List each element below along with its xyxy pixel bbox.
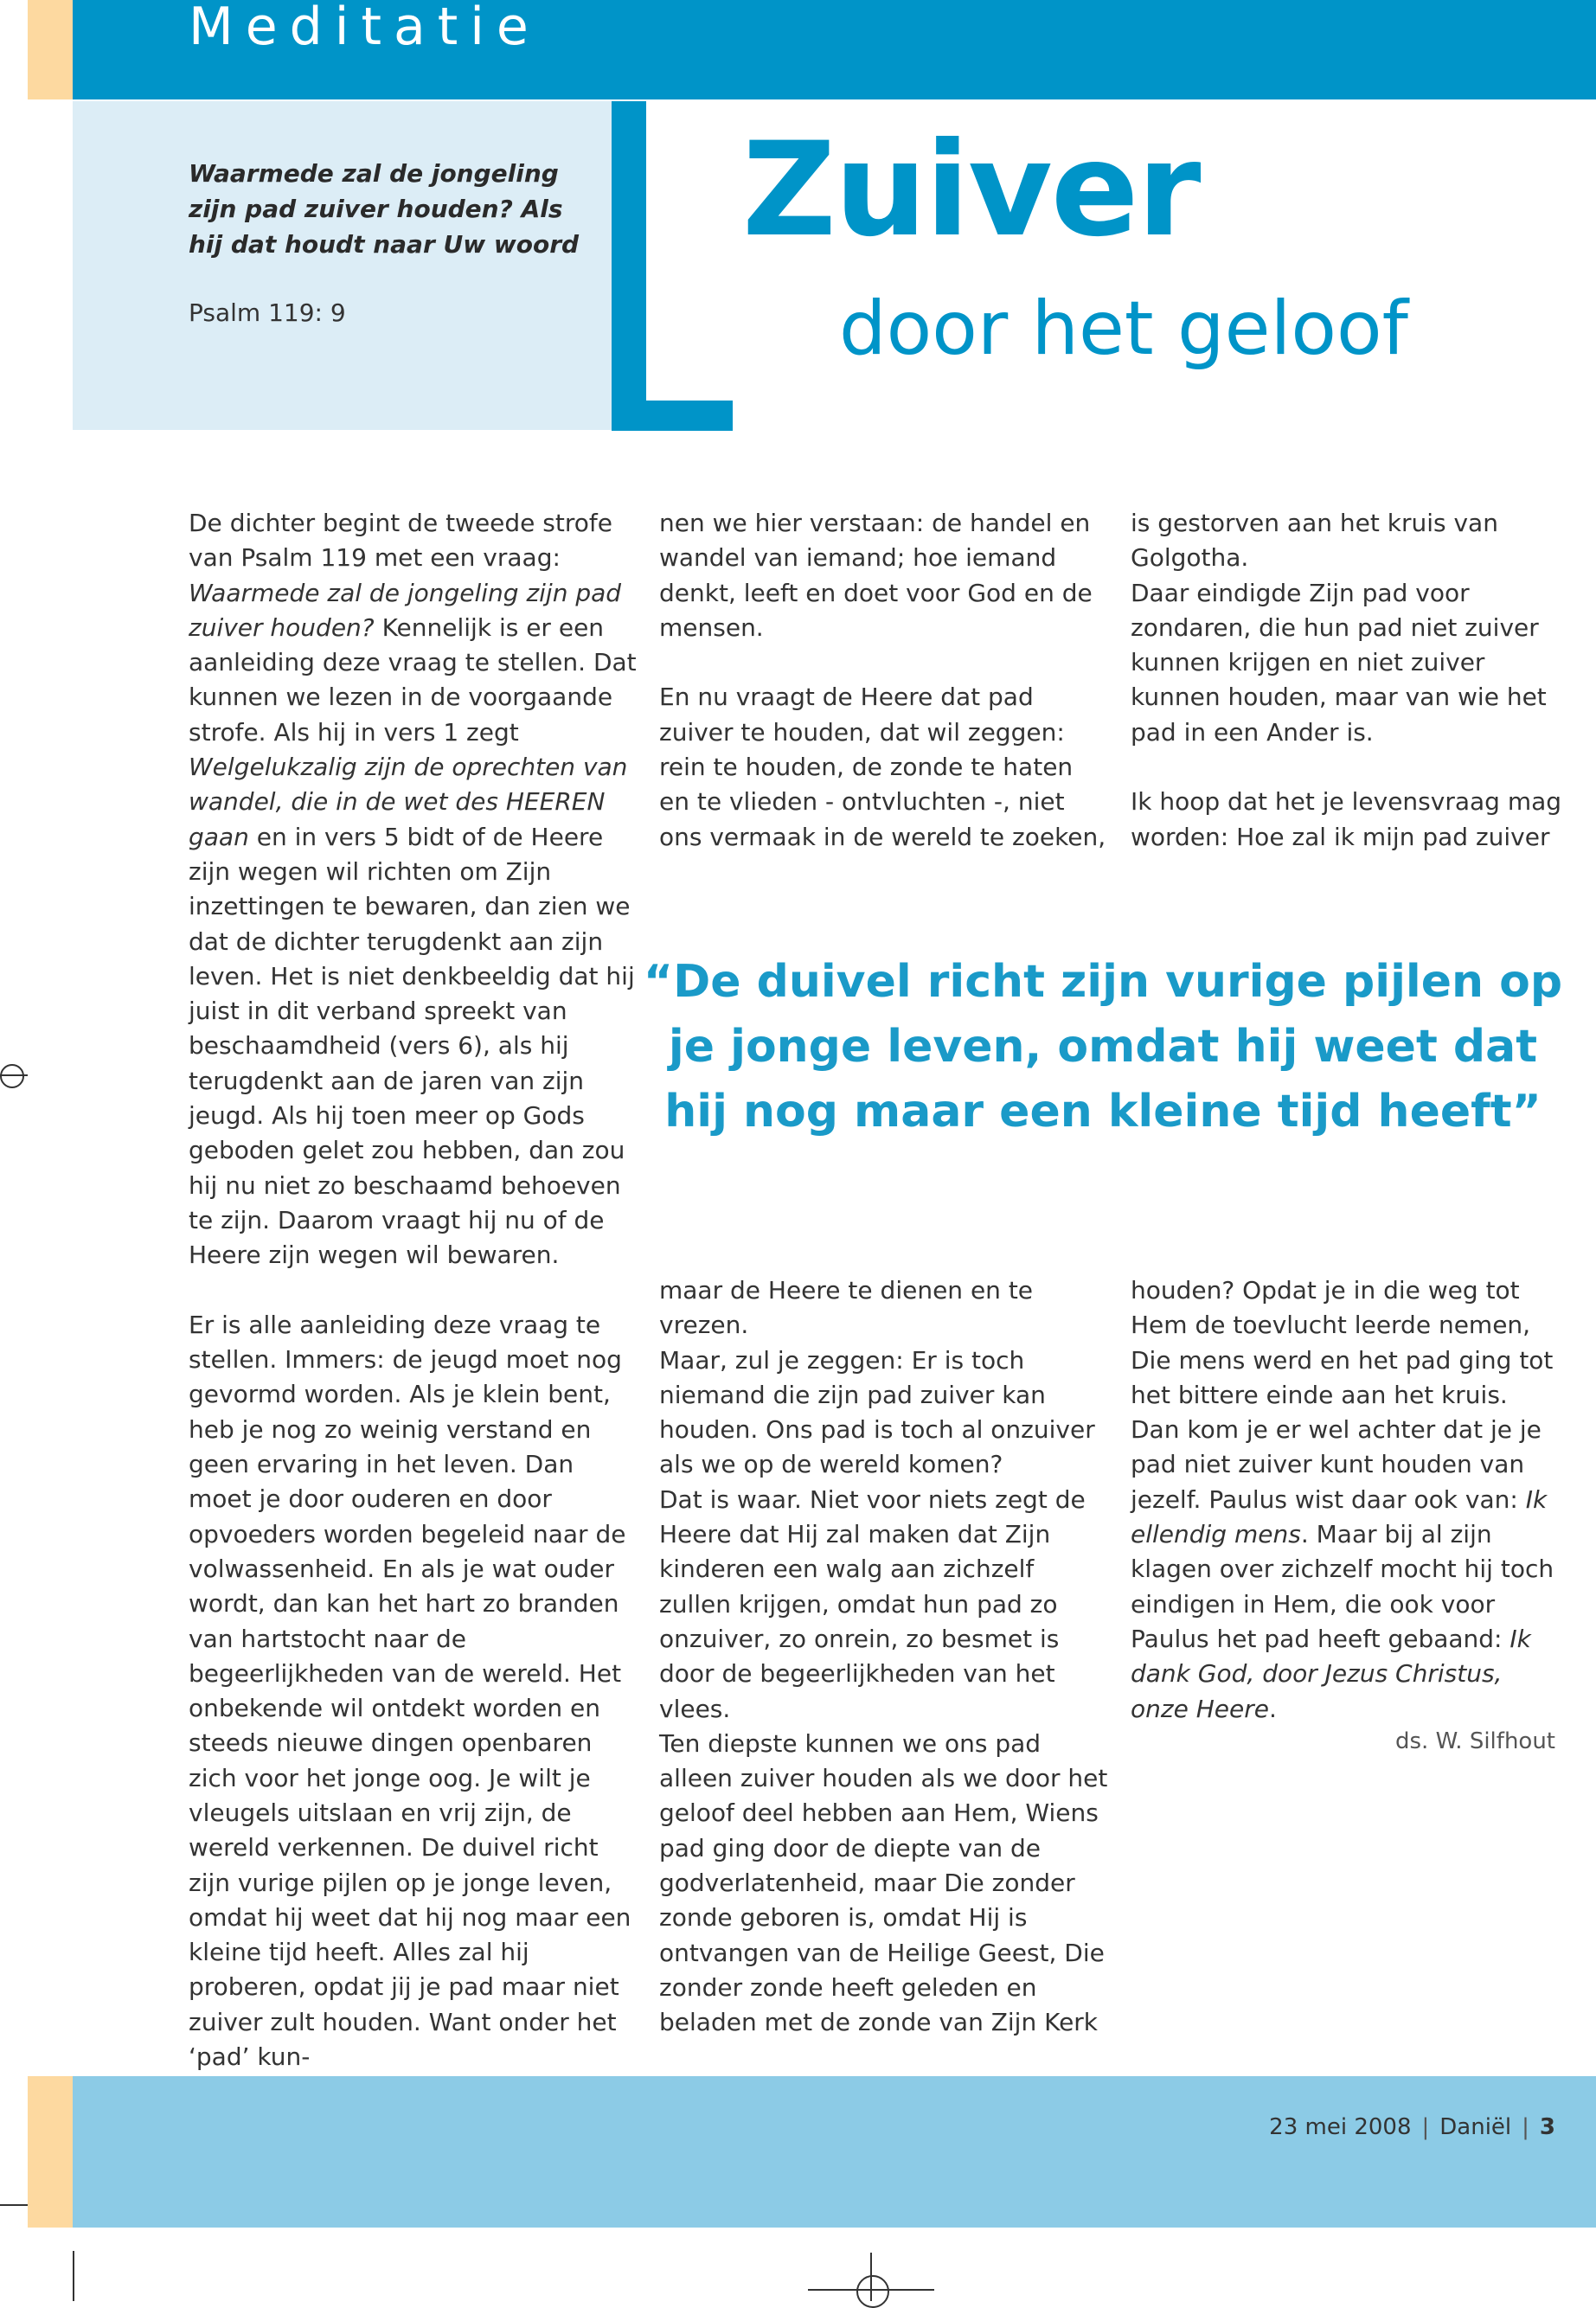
title-frame-vertical bbox=[612, 101, 646, 431]
footer-band bbox=[73, 2076, 1596, 2228]
article-title: Zuiver bbox=[742, 115, 1200, 266]
footer-accent-strip bbox=[28, 2076, 73, 2228]
verse-box bbox=[73, 101, 612, 430]
crop-mark bbox=[0, 2204, 28, 2206]
paragraph: En nu vraagt de Heere dat pad zuiver te houden, dat wil zeggen: rein te houden, de zonde te haten en te vlieden - ontvluchten -, niet ons vermaak in de wereld te zoeken, bbox=[659, 683, 1106, 851]
pull-quote: “De duivel richt zijn vurige pijlen op je jonge leven, omdat hij weet dat hij nog maar een kleine tijd heeft” bbox=[643, 956, 1563, 1138]
title-frame-horizontal bbox=[612, 401, 733, 431]
article-subtitle: door het geloof bbox=[839, 285, 1408, 372]
footer-separator: | bbox=[1421, 2114, 1430, 2140]
page-number: 3 bbox=[1539, 2114, 1555, 2140]
crop-mark bbox=[808, 2289, 934, 2291]
author-signature: ds. W. Silfhout bbox=[1395, 1728, 1555, 1754]
footer-separator: | bbox=[1522, 2114, 1529, 2140]
paragraph: De dichter begint de tweede strofe van Psalm 119 met een vraag: Waarmede zal de jongeling zijn pad zuiver houden? Kennelijk is er een aanleiding deze vraag te stellen. Dat kunnen we lezen in de voorgaande strofe. Als hij in vers 1 zegt Welgelukzalig zijn de oprechten van wandel, die in de wet des HEEREN gaan en in vers 5 bidt of de Heere zijn wegen wil richten om Zijn inzettingen te bewaren, dan zien we dat de dichter terugdenkt aan zijn leven. Het is niet denkbeeldig dat hij juist in dit verband spreekt van beschaamdheid (vers 6), als hij terugdenkt aan de jaren van zijn jeugd. Als hij toen meer op Gods geboden gelet zou hebben, dan zou hij nu niet zo beschaamd behoeven te zijn. Daarom vraagt hij nu of de Heere zijn wegen wil bewaren. bbox=[189, 509, 637, 1270]
paragraph: Maar, zul je zeggen: Er is toch niemand die zijn pad zuiver kan houden. Ons pad is toch al onzuiver als we op de wereld komen? bbox=[659, 1345, 1095, 1479]
section-label: Meditatie bbox=[189, 0, 541, 57]
issue-date: 23 mei 2008 bbox=[1269, 2114, 1412, 2140]
paragraph: Ten diepste kunnen we ons pad alleen zuiver houden als we door het geloof deel hebben aan Hem, Wiens pad ging door de diepte van de godverlatenheid, maar Die zonder zonde geboren is, omdat Hij is ontvangen van de Heilige Geest, Die zonder zonde heeft geleden en beladen met de zonde van Zijn Kerk bbox=[659, 1728, 1108, 2037]
crop-mark bbox=[0, 1074, 28, 1076]
paragraph: houden? Opdat je in die weg tot Hem de toevlucht leerde nemen, Die mens werd en het pad ging tot het bittere einde aan het kruis. Dan kom je er wel achter dat je je pad niet zuiver kunt houden van jezelf. Paulus wist daar ook van: Ik ellendig mens. Maar bij al zijn klagen over zichzelf mocht hij toch eindigen in Hem, die ook voor Paulus het pad heeft gebaand: Ik dank God, door Jezus Christus, onze Heere. bbox=[1131, 1276, 1554, 1723]
paragraph: Daar eindigde Zijn pad voor zondaren, die hun pad niet zuiver kunnen krijgen en niet zuiver kunnen houden, maar van wie het pad in een Ander is. bbox=[1131, 578, 1547, 747]
registration-mark-icon bbox=[0, 1064, 24, 1088]
header-accent-strip bbox=[28, 0, 73, 99]
paragraph: Ik hoop dat het je levensvraag mag worden: Hoe zal ik mijn pad zuiver bbox=[1131, 787, 1562, 851]
text-column-2-bottom bbox=[659, 1273, 1109, 2041]
text-column-3-bottom bbox=[1131, 1273, 1563, 1727]
text-column-3-top bbox=[1131, 506, 1580, 855]
paragraph: is gestorven aan het kruis van Golgotha. bbox=[1131, 509, 1498, 573]
text-column-1 bbox=[189, 506, 638, 2074]
paragraph: Dat is waar. Niet voor niets zegt de Heere dat Hij zal maken dat Zijn kinderen een walg aan zichzelf zullen krijgen, omdat hun pad zo onzuiver, zo onrein, zo besmet is door de begeerlijkheden van het vlees. bbox=[659, 1484, 1086, 1723]
paragraph: maar de Heere te dienen en te vrezen. bbox=[659, 1276, 1034, 1340]
paragraph: nen we hier verstaan: de handel en wandel van iemand; hoe iemand denkt, leeft en doet voor God en de mensen. bbox=[659, 509, 1093, 642]
verse-reference: Psalm 119: 9 bbox=[189, 298, 346, 327]
crop-mark bbox=[73, 2251, 74, 2301]
page-footer bbox=[1211, 2114, 1555, 2140]
registration-mark-icon bbox=[856, 2275, 889, 2308]
crop-mark bbox=[870, 2253, 872, 2301]
text-column-2-top bbox=[659, 506, 1109, 855]
bible-verse: Waarmede zal de jongeling zijn pad zuiver houden? Als hij dat houdt naar Uw woord bbox=[189, 159, 580, 259]
paragraph: Er is alle aanleiding deze vraag te stellen. Immers: de jeugd moet nog gevormd worden. Als je klein bent, heb je nog zo weinig verstand en geen ervaring in het leven. Dan moet je door ouderen en door opvoeders worden begeleid naar de volwassenheid. En als je wat ouder wordt, dan kan het hart zo branden van hartstocht naar de begeerlijkheden van de wereld. Het onbekende wil ontdekt worden en steeds nieuwe dingen openbaren zich voor het jonge oog. Je wilt je vleugels uitslaan en vrij zijn, de wereld verkennen. De duivel richt zijn vurige pijlen op je jonge leven, omdat hij weet dat hij nog maar een kleine tijd heeft. Alles zal hij proberen, opdat jij je pad maar niet zuiver zult houden. Want onder het ‘pad’ kun- bbox=[189, 1310, 631, 2072]
magazine-name: Daniël bbox=[1439, 2114, 1512, 2140]
